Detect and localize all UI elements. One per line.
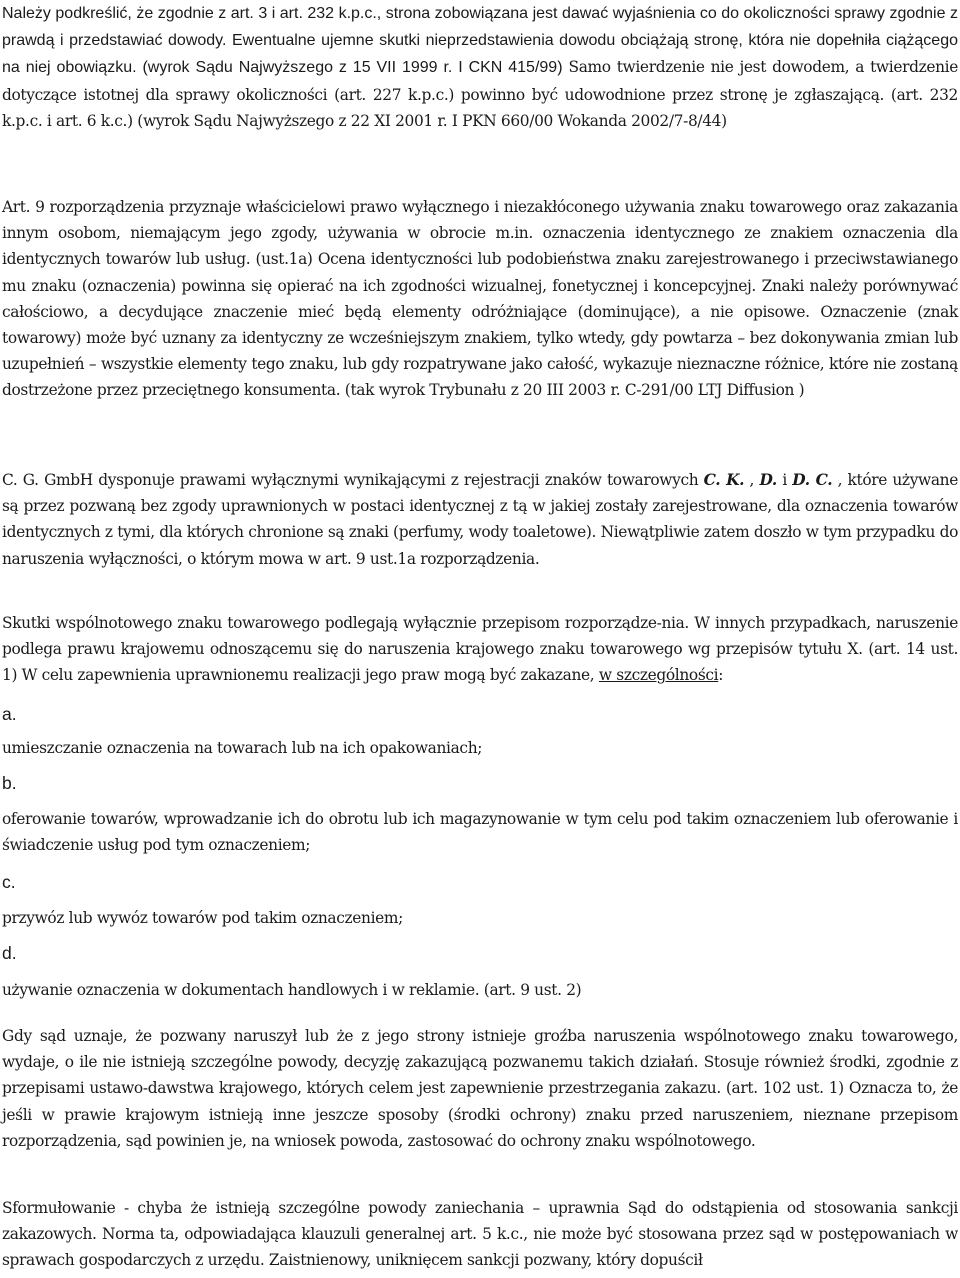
list-item-d: używanie oznaczenia w dokumentach handlowych i w reklamie. (art. 9 ust. 2) [2,981,582,999]
effects-underlined-text: w szczególności [598,666,719,685]
holder-rest-text: , które używane są przez pozwaną bez zgody uprawnionych w postaci identycznej z tą w jakiej zostały zarejestrowane, dla oznaczenia towarów identycznych z tymi, dla których chronione są znaki (perfumy, wody toaletowe). Niewątpliwie zatem doszło w tym przypadku do naruszenia wyłączności, o którym mowa w art. 9 ust.1a rozporządzenia. [2,471,959,568]
list-label-c: c. [2,872,16,892]
list-item-b: oferowanie towarów, wprowadzanie ich do obrotu lub ich magazynowanie w tym celu pod takim oznaczeniem lub oferowanie i świadczenie usług pod tym oznaczeniem; [2,810,958,855]
mark-name-2: D. [759,471,777,489]
mark-name-1: C. K. [703,471,745,489]
paragraph-evidence-burden-part2: Samo twierdzenie nie jest dowodem, a twierdzenie dotyczące istotnej dla sprawy okoliczności (art. 227 k.p.c.) powinno być udowodnione przez stronę je zgłaszającą. (art. 232 k.p.c. i art. 6 k.c.) (wyrok Sądu Najwyższego z 22 XI 2001 r. I PKN 660/00 Wokanda 2002/7-8/44) [2,58,958,130]
paragraph-sanctions: Sformułowanie - chyba że istnieją szczególne powody zaniechania – uprawnia Sąd do odstąpienia od stosowania sankcji zakazowych. Norma ta, odpowiadająca klauzuli generalnej art. 5 k.c., nie może być stosowana przez sąd w postępowaniach w sprawach gospodarczych z urzędu. Zaistnienowy, uniknięcem sankcji pozwany, który dopuścił [2,1199,958,1270]
holder-intro-text: C. G. GmbH dysponuje prawami wyłącznymi wynikającymi z rejestracji znaków towarowych [2,471,704,489]
list-label-b: b. [2,773,17,793]
list-item-c: przywóz lub wywóz towarów pod takim oznaczeniem; [2,909,404,927]
paragraph-evidence-burden [2,0,958,134]
paragraph-court-injunction: Gdy sąd uznaje, że pozwany naruszył lub że z jego strony istnieje groźba naruszenia wspólnotowego znaku towarowego, wydaje, o ile nie istnieją szczególne powody, decyzję zakazującą pozwanemu takich działań. Stosuje również środki, zgodnie z przepisami ustawo-dawstwa krajowego, których celem jest zapewnienie przestrzegania zakazu. (art. 102 ust. 1) Oznacza to, że jeśli w prawie krajowym istnieją inne jeszcze sposoby (środki ochrony) znaku przed naruszeniem, nieznane przepisom rozporządzenia, sąd powinien je, na wniosek powoda, zastosować do ochrony znaku wspólnotowego. [2,1027,958,1150]
paragraph-evidence-burden-part1: Należy podkreślić, że zgodnie z art. 3 i art. 232 k.p.c., strona zobowiązana jest dawać wyjaśnienia co do okoliczności sprawy zgodnie z prawdą i przedstawiać dowody. Ewentualne ujemne skutki nieprzedstawienia dowodu obciążają stronę, która nie dopełniła ciążącego na niej obowiązku. (wyrok Sądu Najwyższego z 15 VII 1999 r. I CKN 415/99) [2,5,958,77]
mark-separator-1: , [744,471,760,489]
effects-text: Skutki wspólnotowego znaku towarowego podlegają wyłącznie przepisom rozporządze-nia. W innych przypadkach, naruszenie podlega prawu krajowemu odnoszącemu się do naruszenia krajowego znaku towarowego wg przepisów tytułu X. (art. 14 ust. 1) W celu zapewnienia uprawnionemu realizacji jego praw mogą być zakazane, [2,614,958,685]
list-label-a: a. [2,704,17,724]
mark-separator-2: i [776,471,793,489]
list-item-a: umieszczanie oznaczenia na towarach lub na ich opakowaniach; [2,739,483,757]
list-label-d: d. [2,943,17,963]
paragraph-article-9: Art. 9 rozporządzenia przyznaje właścicielowi prawo wyłącznego i niezakłóconego używania znaku towarowego oraz zakazania innym osobom, niemającym jego zgody, używania w obrocie m.in. oznaczenia identycznego ze znakiem oznaczenia dla identycznych towarów lub usług. (ust.1a) Ocena identyczności lub podobieństwa znaku zarejestrowanego i przeciwstawianego mu znaku (oznaczenia) powinna się opierać na ich zgodności wizualnej, fonetycznej i koncepcyjnej. Znaki należy porównywać całościowo, a decydujące znaczenie mieć będą elementy odróżniające (dominujące), a nie opisowe. Oznaczenie (znak towarowy) może być uznany za identyczny ze wcześniejszym znakiem, tylko wtedy, gdy powtarza – bez dokonywania zmian lub uzupełnień – wszystkie elementy tego znaku, lub gdy rozpatrywane jako całość, wykazuje nieznaczne różnice, które nie zostaną dostrzeżone przez przeciętnego konsumenta. (tak wyrok Trybunału z 20 III 2003 r. C-291/00 LTJ Diffusion ) [2,198,958,400]
mark-name-3: D. C. [792,471,833,489]
effects-tail: : [718,666,724,685]
paragraph-effects [2,610,958,689]
paragraph-trademark-holder [2,467,958,572]
